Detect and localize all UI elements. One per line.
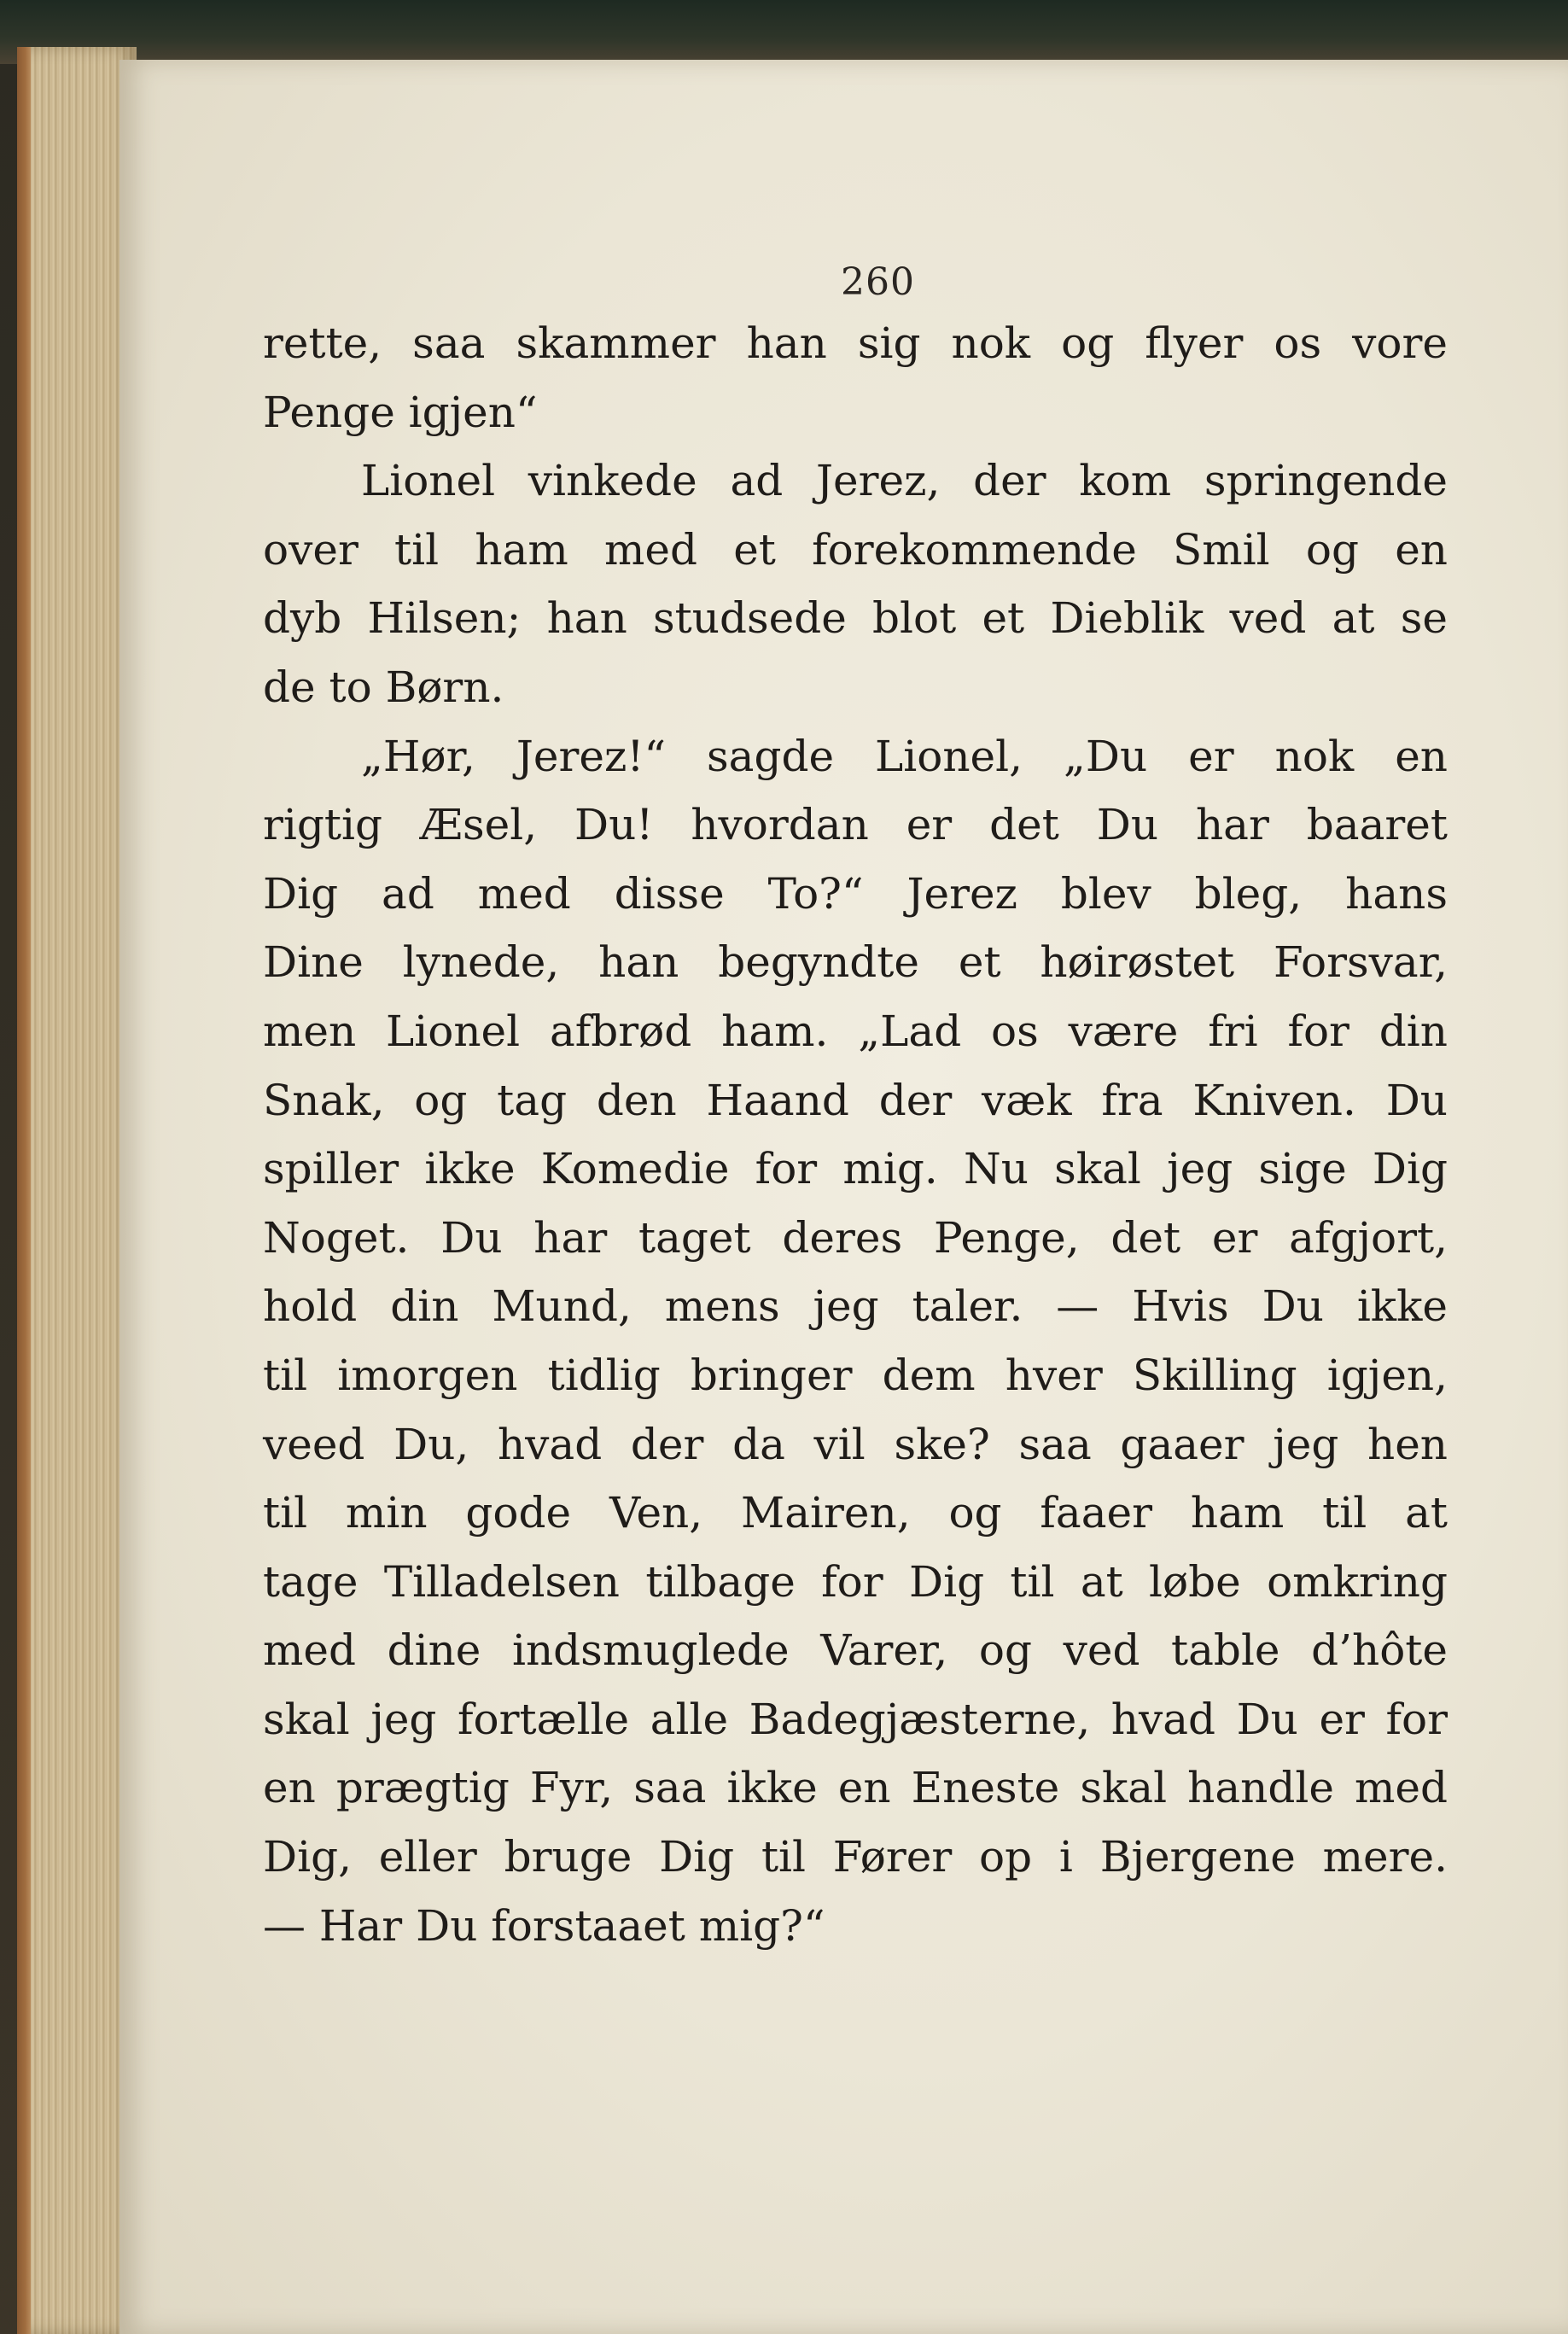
text-line: spiller ikke Komedie for mig. Nu skal jeg sige Dig — [263, 1144, 1448, 1194]
text-line: — Har Du forstaaet mig?“ — [263, 1900, 825, 1951]
text-line: til imorgen tidlig bringer dem hver Skilling igjen, — [263, 1350, 1448, 1400]
text-line: til min gode Ven, Mairen, og faaer ham til at — [263, 1488, 1448, 1538]
text-line: skal jeg fortælle alle Badegjæsterne, hvad Du er for — [263, 1694, 1448, 1744]
text-line: Lionel vinkede ad Jerez, der kom springende — [361, 456, 1448, 506]
text-line: hold din Mund, mens jeg taler. — Hvis Du ikke — [263, 1281, 1448, 1332]
book-page-edges — [17, 47, 137, 2334]
body-text — [263, 309, 1448, 1960]
text-line: men Lionel afbrød ham. „Lad os være fri for din — [263, 1006, 1448, 1056]
text-line: Dig ad med disse To?“ Jerez blev bleg, hans — [263, 868, 1448, 919]
text-line: Noget. Du har taget deres Penge, det er afgjort, — [263, 1212, 1448, 1263]
text-line: rigtig Æsel, Du! hvordan er det Du har baaret — [263, 800, 1448, 850]
text-line: veed Du, hvad der da vil ske? saa gaaer jeg hen — [263, 1419, 1448, 1469]
text-line: en prægtig Fyr, saa ikke en Eneste skal handle med — [263, 1763, 1448, 1813]
text-line: de to Børn. — [263, 662, 504, 712]
page-number: 260 — [841, 260, 915, 304]
text-line: Snak, og tag den Haand der væk fra Kniven. Du — [263, 1075, 1448, 1125]
text-line: rette, saa skammer han sig nok og flyer os vore — [263, 318, 1448, 368]
text-line: Dine lynede, han begyndte et høirøstet Forsvar, — [263, 937, 1448, 988]
text-line: Dig, eller bruge Dig til Fører op i Bjergene mere. — [263, 1832, 1448, 1882]
text-line: Penge igjen“ — [263, 387, 538, 437]
text-line: dyb Hilsen; han studsede blot et Dieblik ved at se — [263, 593, 1448, 644]
text-line: „Hør, Jerez!“ sagde Lionel, „Du er nok en — [361, 731, 1448, 781]
text-line: over til ham med et forekommende Smil og en — [263, 524, 1448, 575]
text-line: med dine indsmuglede Varer, og ved table d’hôte — [263, 1625, 1448, 1676]
text-line: tage Tilladelsen tilbage for Dig til at løbe omkring — [263, 1556, 1448, 1607]
background-shadow — [0, 0, 1568, 64]
